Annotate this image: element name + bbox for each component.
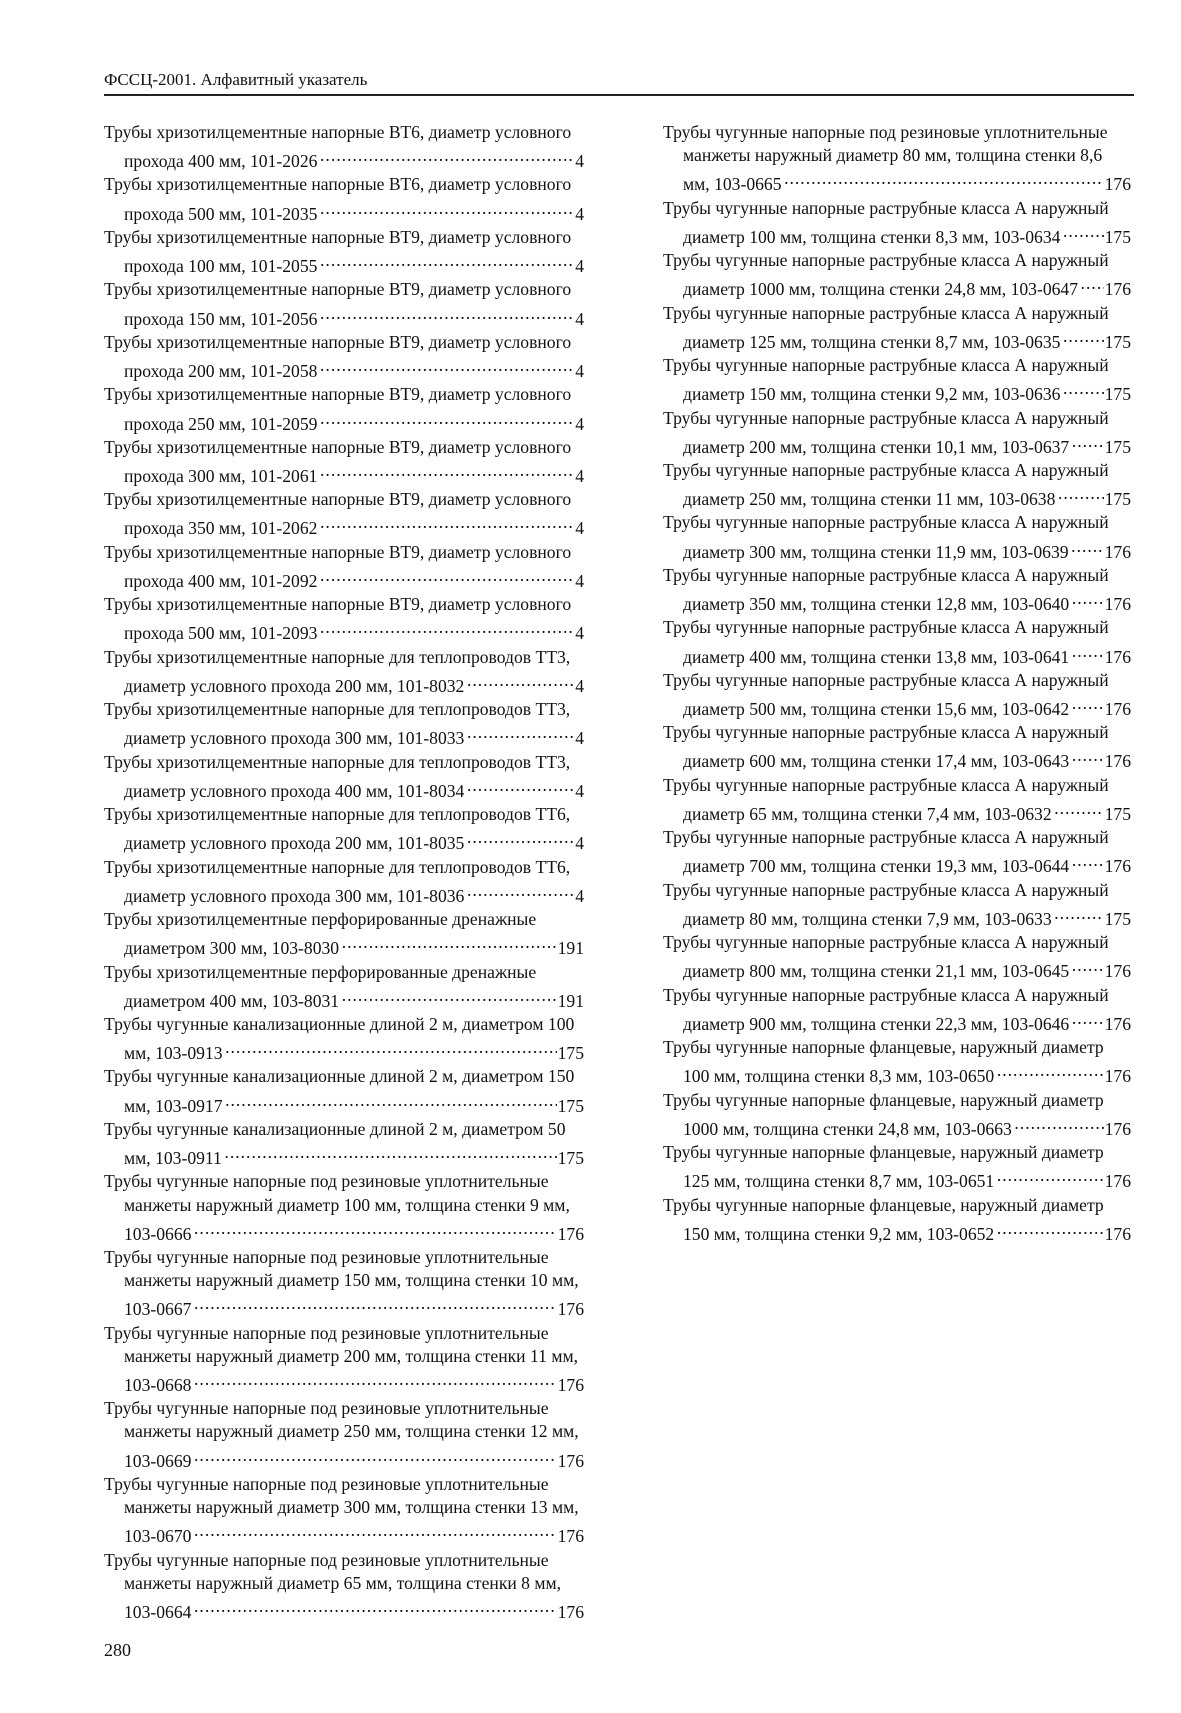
index-entry-text: Трубы хризотилцементные напорные ВТ9, диаметр условного прохода 200 мм, 101-2058 — [104, 331, 572, 382]
index-column-right — [663, 121, 1133, 1246]
index-entry — [104, 1322, 586, 1398]
dot-leader — [318, 354, 574, 377]
index-entry — [104, 383, 586, 435]
index-entry — [104, 961, 586, 1013]
index-entry — [663, 826, 1133, 878]
index-entry-text: Трубы хризотилцементные напорные ВТ9, диаметр условного прохода 250 мм, 101-2059 — [104, 384, 572, 434]
index-entry — [104, 278, 586, 330]
index-entry-text: Трубы чугунные напорные раструбные класса А наружный диаметр 300 мм, толщина стенки 11,9 мм, 103-0639 — [663, 512, 1109, 562]
index-entry-text: Трубы хризотилцементные напорные для теплопроводов ТТ3, диаметр условного прохода 300 мм, 101-8033 — [104, 699, 571, 749]
dot-leader — [318, 564, 574, 587]
dot-leader — [1056, 482, 1103, 505]
index-entry-page: 4 — [575, 833, 584, 854]
index-entry-page: 191 — [557, 938, 584, 959]
dot-leader — [995, 1059, 1103, 1082]
index-entry-page: 176 — [557, 1601, 584, 1622]
dot-leader — [192, 1217, 556, 1240]
index-entry-text: Трубы хризотилцементные напорные ВТ6, диаметр условного прохода 400 мм, 101-2026 — [104, 122, 572, 172]
index-entry — [104, 226, 586, 278]
index-entry-page: 4 — [575, 308, 584, 329]
index-entry-text: Трубы чугунные напорные раструбные класса А наружный диаметр 65 мм, толщина стенки 7,4 мм, 103-0632 — [663, 774, 1109, 825]
index-entry-text: Трубы хризотилцементные напорные для теплопроводов ТТ6, диаметр условного прохода 300 мм, 101-8036 — [104, 856, 571, 906]
index-entry — [663, 774, 1133, 826]
dot-leader — [340, 931, 557, 954]
dot-leader — [1070, 587, 1103, 610]
dot-leader — [1070, 954, 1103, 977]
dot-leader — [318, 511, 574, 534]
index-entry — [663, 669, 1133, 721]
index-entry-page: 4 — [575, 571, 584, 592]
index-entry-page: 4 — [575, 676, 584, 696]
index-entry-text: Трубы хризотилцементные напорные ВТ6, диаметр условного прохода 500 мм, 101-2035 — [104, 174, 572, 224]
index-entry — [104, 1170, 586, 1246]
index-entry — [663, 879, 1133, 931]
index-entry — [104, 751, 586, 803]
index-entry-page: 4 — [575, 518, 584, 539]
index-entry-page: 176 — [1104, 751, 1131, 772]
page-number: 280 — [104, 1640, 131, 1660]
index-entry — [663, 984, 1133, 1036]
index-entry — [663, 616, 1133, 668]
index-entry — [104, 1065, 586, 1117]
index-entry-page: 175 — [1104, 226, 1131, 247]
dot-leader — [465, 774, 574, 797]
index-entry-page: 176 — [557, 1375, 584, 1396]
index-entry — [663, 407, 1133, 459]
index-entry-page: 176 — [557, 1526, 584, 1547]
dot-leader — [224, 1036, 557, 1059]
index-entry — [663, 564, 1133, 616]
index-entry — [663, 511, 1133, 563]
index-entry-page: 175 — [1104, 489, 1131, 510]
dot-leader — [192, 1368, 556, 1391]
dot-leader — [1061, 220, 1103, 243]
dot-leader — [318, 249, 574, 272]
index-entry-page: 176 — [1104, 1171, 1131, 1192]
dot-leader — [465, 721, 574, 744]
dot-leader — [1070, 744, 1103, 767]
index-entry — [663, 931, 1133, 983]
index-entry-text: Трубы хризотилцементные напорные ВТ9, диаметр условного прохода 150 мм, 101-2056 — [104, 279, 572, 329]
index-entry — [104, 436, 586, 488]
index-entry-page: 4 — [575, 361, 584, 382]
index-entry — [663, 1194, 1133, 1246]
index-entry-text: Трубы чугунные напорные раструбные класса А наружный диаметр 800 мм, толщина стенки 21,1 мм, 103-0645 — [663, 932, 1109, 982]
index-entry-page: 191 — [557, 990, 584, 1011]
dot-leader — [1053, 797, 1104, 820]
index-entry — [104, 803, 586, 855]
index-entry-text: Трубы хризотилцементные напорные ВТ9, диаметр условного прохода 350 мм, 101-2062 — [104, 489, 572, 539]
index-entry-text: Трубы чугунные напорные раструбные класса А наружный диаметр 100 мм, толщина стенки 8,3 мм, 103-0634 — [663, 197, 1109, 247]
index-entry-text: Трубы чугунные напорные раструбные класса А наружный диаметр 200 мм, толщина стенки 10,1 мм, 103-0637 — [663, 407, 1109, 457]
dot-leader — [224, 1089, 557, 1112]
dot-leader — [318, 302, 574, 325]
index-entry-page: 175 — [1104, 436, 1131, 457]
index-entry-text: Трубы хризотилцементные напорные для теплопроводов ТТ3, диаметр условного прохода 200 мм, 101-8032 — [104, 646, 571, 696]
dot-leader — [192, 1519, 556, 1542]
index-entry-page: 4 — [575, 885, 584, 906]
index-entry-page: 4 — [575, 256, 584, 277]
dot-leader — [1013, 1112, 1104, 1135]
dot-leader — [465, 826, 574, 849]
index-entry-text: Трубы чугунные напорные под резиновые уплотнительные манжеты наружный диаметр 150 мм, толщина стенки 10 мм, 103-0667 — [104, 1247, 579, 1320]
index-entry — [104, 541, 586, 593]
dot-leader — [783, 167, 1104, 190]
dot-leader — [318, 197, 574, 220]
index-entry-page: 176 — [1104, 1118, 1131, 1139]
index-entry — [104, 121, 586, 173]
index-entry — [663, 121, 1133, 197]
index-entry — [663, 1036, 1133, 1088]
index-entry-page: 176 — [1104, 1013, 1131, 1034]
index-entry-page: 4 — [575, 151, 584, 172]
index-entry-page: 176 — [1104, 174, 1131, 195]
index-entry — [663, 459, 1133, 511]
index-entry-text: Трубы хризотилцементные перфорированные дренажные диаметром 400 мм, 103-8031 — [104, 961, 537, 1011]
index-entry — [104, 856, 586, 908]
dot-leader — [340, 984, 557, 1007]
index-entry-text: Трубы чугунные напорные раструбные класса А наружный диаметр 900 мм, толщина стенки 22,3 мм, 103-0646 — [663, 984, 1109, 1034]
index-entry-page: 4 — [575, 623, 584, 644]
index-entry-text: Трубы хризотилцементные напорные ВТ9, диаметр условного прохода 400 мм, 101-2092 — [104, 541, 572, 592]
dot-leader — [192, 1595, 556, 1618]
index-entry-text: Трубы чугунные напорные раструбные класса А наружный диаметр 150 мм, толщина стенки 9,2 мм, 103-0636 — [663, 355, 1109, 405]
index-entry — [104, 1013, 586, 1065]
index-entry — [104, 488, 586, 540]
dot-leader — [465, 669, 574, 692]
index-entry-page: 176 — [1104, 961, 1131, 982]
index-entry-text: Трубы чугунные напорные под резиновые уплотнительные манжеты наружный диаметр 250 мм, толщина стенки 12 мм, 103-0669 — [104, 1398, 579, 1471]
index-entry — [663, 197, 1133, 249]
index-entry-text: Трубы чугунные канализационные длиной 2 м, диаметром 50 мм, 103-0911 — [104, 1118, 566, 1169]
index-entry-text: Трубы чугунные напорные раструбные класса А наружный диаметр 1000 мм, толщина стенки 24,8 мм, 103-0647 — [663, 250, 1109, 300]
dot-leader — [318, 144, 574, 167]
index-entry-page: 176 — [1104, 279, 1131, 300]
dot-leader — [1061, 377, 1103, 400]
index-entry-text: Трубы чугунные напорные раструбные класса А наружный диаметр 125 мм, толщина стенки 8,7 мм, 103-0635 — [663, 302, 1109, 352]
index-entry — [663, 1141, 1133, 1193]
index-entry — [663, 1089, 1133, 1141]
index-entry-page: 175 — [557, 1043, 584, 1064]
index-entry — [104, 593, 586, 645]
index-entry-page: 176 — [557, 1450, 584, 1471]
index-entry — [663, 354, 1133, 406]
index-entry-page: 176 — [1104, 594, 1131, 615]
index-entry-text: Трубы чугунные напорные под резиновые уплотнительные манжеты наружный диаметр 300 мм, толщина стенки 13 мм, 103-0670 — [104, 1473, 579, 1547]
index-entry-text: Трубы чугунные канализационные длиной 2 м, диаметром 100 мм, 103-0913 — [104, 1013, 575, 1064]
index-entry-text: Трубы чугунные напорные раструбные класса А наружный диаметр 500 мм, толщина стенки 15,6 мм, 103-0642 — [663, 669, 1109, 720]
index-entry-text: Трубы чугунные напорные раструбные класса А наружный диаметр 700 мм, толщина стенки 19,3 мм, 103-0644 — [663, 827, 1109, 877]
index-entry-page: 175 — [1104, 804, 1131, 825]
index-entry-text: Трубы чугунные напорные под резиновые уплотнительные манжеты наружный диаметр 200 мм, толщина стенки 11 мм, 103-0668 — [104, 1322, 578, 1396]
index-entry-page: 4 — [575, 203, 584, 224]
index-entry-page: 176 — [557, 1299, 584, 1320]
dot-leader — [192, 1444, 556, 1467]
dot-leader — [1070, 535, 1104, 558]
index-entry — [104, 1118, 586, 1170]
index-entry-text: Трубы чугунные напорные раструбные класса А наружный диаметр 250 мм, толщина стенки 11 мм, 103-0638 — [663, 459, 1109, 510]
index-entry-text: Трубы чугунные напорные под резиновые уплотнительные манжеты наружный диаметр 100 мм, толщина стенки 9 мм, 103-0666 — [104, 1171, 570, 1244]
index-entry-text: Трубы хризотилцементные перфорированные дренажные диаметром 300 мм, 103-8030 — [104, 909, 537, 959]
index-entry-text: Трубы хризотилцементные напорные для теплопроводов ТТ3, диаметр условного прохода 400 мм, 101-8034 — [104, 751, 571, 801]
index-entry — [104, 646, 586, 698]
index-entry — [104, 698, 586, 750]
page-header — [104, 70, 1134, 96]
index-entry-page: 4 — [575, 466, 584, 487]
index-entry — [663, 249, 1133, 301]
index-entry-page: 175 — [557, 1148, 584, 1169]
dot-leader — [192, 1292, 556, 1315]
index-entry-text: Трубы хризотилцементные напорные ВТ9, диаметр условного прохода 100 мм, 101-2055 — [104, 226, 572, 277]
index-entry — [104, 1549, 586, 1625]
index-entry-text: Трубы чугунные напорные раструбные класса А наружный диаметр 600 мм, толщина стенки 17,4 мм, 103-0643 — [663, 722, 1109, 772]
index-entry-page: 176 — [1104, 699, 1131, 720]
index-column-left — [104, 121, 586, 1624]
index-entry-text: Трубы чугунные напорные фланцевые, наружный диаметр 100 мм, толщина стенки 8,3 мм, 103-0650 — [663, 1037, 1104, 1087]
index-entry — [104, 1397, 586, 1473]
index-entry-text: Трубы хризотилцементные напорные ВТ9, диаметр условного прохода 300 мм, 101-2061 — [104, 436, 572, 487]
index-entry-text: Трубы чугунные напорные фланцевые, наружный диаметр 125 мм, толщина стенки 8,7 мм, 103-0651 — [663, 1142, 1104, 1192]
index-entry — [104, 331, 586, 383]
index-entry-page: 176 — [1104, 541, 1131, 562]
dot-leader — [995, 1217, 1103, 1240]
dot-leader — [318, 407, 574, 430]
index-entry-text: Трубы чугунные напорные под резиновые уплотнительные манжеты наружный диаметр 80 мм, толщина стенки 8,6 мм, 103-0665 — [663, 122, 1108, 195]
header-title: ФССЦ-2001. Алфавитный указатель — [104, 70, 368, 89]
dot-leader — [318, 616, 574, 639]
index-entry-text: Трубы хризотилцементные напорные для теплопроводов ТТ6, диаметр условного прохода 200 мм, 101-8035 — [104, 804, 571, 854]
index-entry-text: Трубы хризотилцементные напорные ВТ9, диаметр условного прохода 500 мм, 101-2093 — [104, 594, 572, 644]
index-entry-page: 176 — [1104, 1223, 1131, 1244]
dot-leader — [1079, 272, 1104, 295]
dot-leader — [1070, 849, 1103, 872]
index-entry-text: Трубы чугунные канализационные длиной 2 м, диаметром 150 мм, 103-0917 — [104, 1066, 575, 1116]
index-entry-text: Трубы чугунные напорные раструбные класса А наружный диаметр 80 мм, толщина стенки 7,9 мм, 103-0633 — [663, 879, 1109, 930]
index-entry-page: 4 — [575, 728, 584, 749]
index-entry-text: Трубы чугунные напорные под резиновые уплотнительные манжеты наружный диаметр 65 мм, толщина стенки 8 мм, 103-0664 — [104, 1549, 562, 1622]
dot-leader — [1061, 325, 1103, 348]
index-entry-page: 4 — [575, 413, 584, 434]
index-entry-page: 175 — [557, 1095, 584, 1116]
index-entry — [663, 721, 1133, 773]
dot-leader — [1070, 692, 1103, 715]
index-entry-text: Трубы чугунные напорные фланцевые, наружный диаметр 1000 мм, толщина стенки 24,8 мм, 103-0663 — [663, 1089, 1104, 1139]
index-entry-page: 175 — [1104, 384, 1131, 405]
index-entry-page: 4 — [575, 780, 584, 801]
index-entry-text: Трубы чугунные напорные фланцевые, наружный диаметр 150 мм, толщина стенки 9,2 мм, 103-0652 — [663, 1194, 1104, 1244]
dot-leader — [1053, 902, 1104, 925]
dot-leader — [995, 1164, 1103, 1187]
index-entry — [104, 908, 586, 960]
index-entry-page: 176 — [1104, 646, 1131, 667]
index-entry-page: 176 — [1104, 856, 1131, 877]
index-entry-page: 176 — [557, 1223, 584, 1244]
index-entry-page: 175 — [1104, 331, 1131, 352]
index-entry — [663, 302, 1133, 354]
dot-leader — [318, 459, 574, 482]
dot-leader — [223, 1141, 557, 1164]
index-entry-page: 175 — [1104, 909, 1131, 930]
index-entry-page: 176 — [1104, 1066, 1131, 1087]
index-entry — [104, 173, 586, 225]
dot-leader — [1070, 640, 1103, 663]
index-entry-text: Трубы чугунные напорные раструбные класса А наружный диаметр 350 мм, толщина стенки 12,8 мм, 103-0640 — [663, 564, 1109, 615]
index-entry — [104, 1473, 586, 1549]
dot-leader — [1070, 430, 1103, 453]
dot-leader — [1070, 1007, 1103, 1030]
index-entry — [104, 1246, 586, 1322]
index-entry-text: Трубы чугунные напорные раструбные класса А наружный диаметр 400 мм, толщина стенки 13,8 мм, 103-0641 — [663, 617, 1109, 667]
dot-leader — [465, 879, 574, 902]
